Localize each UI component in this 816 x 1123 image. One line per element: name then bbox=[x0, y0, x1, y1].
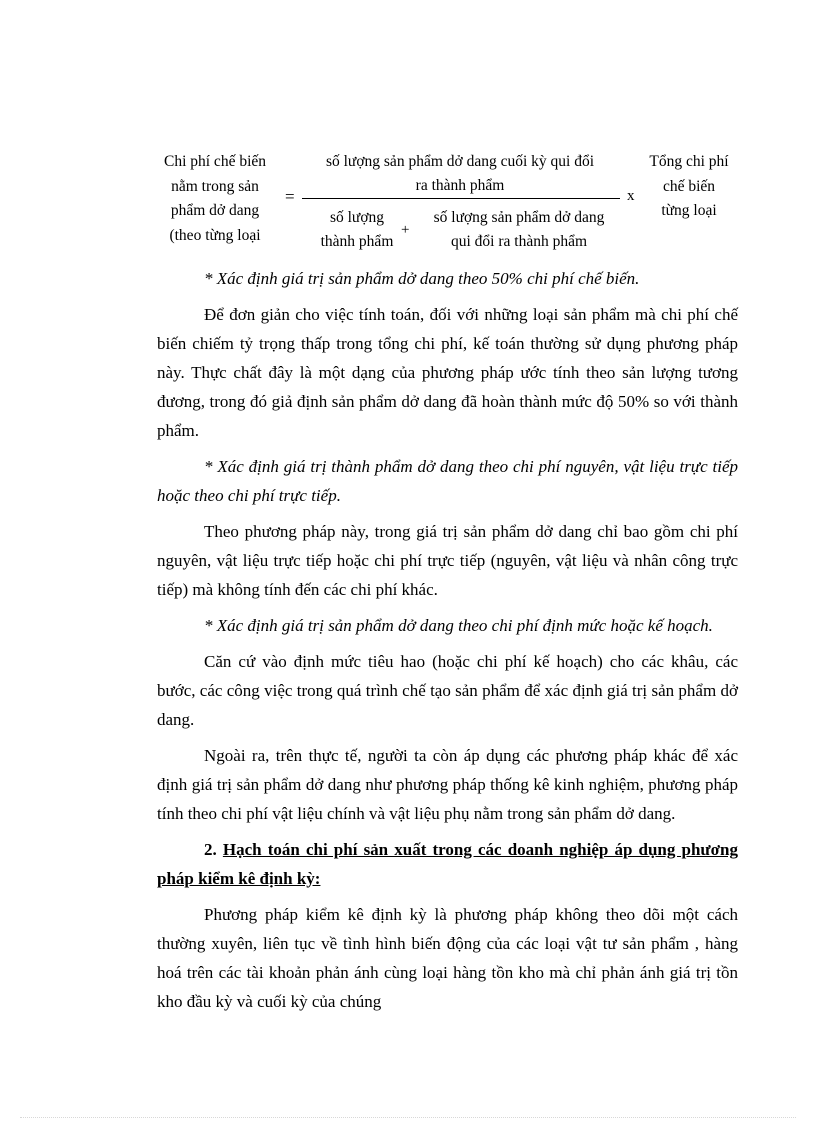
formula-denominator-right bbox=[416, 206, 622, 254]
paragraph: Căn cứ vào định mức tiêu hao (hoặc chi phí kế hoạch) cho các khâu, các bước, các công việc trong quá trình chế tạo sản phẩm để xác định giá trị sản phẩm dở dang. bbox=[157, 652, 738, 729]
formula-rhs-line: Tổng chi phí bbox=[649, 153, 729, 170]
italic-subheading: * Xác định giá trị sản phẩm dở dang theo chi phí định mức hoặc kế hoạch. bbox=[204, 616, 713, 635]
document-body bbox=[157, 264, 738, 1023]
formula-denominator-left bbox=[298, 206, 416, 254]
plus-sign: + bbox=[401, 222, 410, 238]
paragraph: Theo phương pháp này, trong giá trị sản phẩm dở dang chỉ bao gồm chi phí nguyên, vật liệu trực tiếp hoặc chi phí trực tiếp (nguyên, vật liệu và nhân công trực tiếp) mà không tính đến các chi phí khác. bbox=[157, 522, 738, 599]
paragraph: Phương pháp kiểm kê định kỳ là phương pháp không theo dõi một cách thường xuyên, liên tục về tình hình biến động của các loại vật tư sản phẩm , hàng hoá trên các tài khoản phản ánh cùng loại hàng tồn kho mà chỉ phản ánh giá trị tồn kho đầu kỳ và cuối kỳ của chúng bbox=[157, 905, 738, 1011]
denominator-line: số lượng bbox=[329, 209, 385, 226]
times-sign: x bbox=[627, 188, 635, 204]
formula-lhs-line: nằm trong sản bbox=[171, 177, 259, 195]
paragraph: Để đơn giản cho việc tính toán, đối với những loại sản phẩm mà chi phí chế biến chiếm tỷ trọng thấp trong tổng chi phí, kế toán thường sử dụng phương pháp này. Thực chất đây là một dạng của phương pháp ước tính theo sản lượng tương đương, trong đó giả định sản phẩm dở dang đã hoàn thành mức độ 50% so với thành phẩm. bbox=[157, 305, 738, 440]
denominator-line: qui đổi ra thành phẩm bbox=[450, 233, 588, 250]
section-heading bbox=[157, 835, 738, 893]
equals-sign: = bbox=[285, 187, 295, 206]
formula-rhs-line: chế biến bbox=[662, 177, 716, 195]
denominator-line: số lượng sản phẩm dở dang bbox=[433, 209, 605, 226]
section-title: Hạch toán chi phí sản xuất trong các doanh nghiệp áp dụng phương pháp kiểm kê định kỳ: bbox=[157, 840, 738, 888]
formula-rhs bbox=[640, 150, 738, 224]
formula-lhs-line: (theo từng loại bbox=[169, 226, 261, 244]
section-number: 2. bbox=[204, 840, 217, 859]
italic-subheading: * Xác định giá trị sản phẩm dở dang theo 50% chi phí chế biến. bbox=[204, 269, 640, 288]
paragraph: Ngoài ra, trên thực tế, người ta còn áp dụng các phương pháp khác để xác định giá trị sản phẩm dở dang như phương pháp thống kê kinh nghiệm, phương pháp tính theo chi phí vật liệu chính và vật liệu phụ nằm trong sản phẩm dở dang. bbox=[157, 746, 738, 823]
formula-block bbox=[0, 0, 816, 260]
page-bottom-rule bbox=[20, 1117, 796, 1118]
fraction-bar bbox=[302, 198, 620, 199]
italic-subheading: * Xác định giá trị thành phẩm dở dang theo chi phí nguyên, vật liệu trực tiếp hoặc theo chi phí trực tiếp. bbox=[157, 457, 738, 505]
formula-lhs bbox=[150, 150, 280, 248]
formula-numerator bbox=[300, 150, 620, 198]
numerator-line: số lượng sản phẩm dở dang cuối kỳ qui đổi bbox=[325, 153, 595, 170]
formula-lhs-line: phẩm dở dang bbox=[170, 202, 260, 219]
formula-rhs-line: từng loại bbox=[661, 202, 717, 219]
denominator-line: thành phẩm bbox=[320, 233, 394, 250]
formula-lhs-line: Chi phí chế biến bbox=[163, 153, 267, 170]
numerator-line: ra thành phẩm bbox=[415, 177, 505, 194]
